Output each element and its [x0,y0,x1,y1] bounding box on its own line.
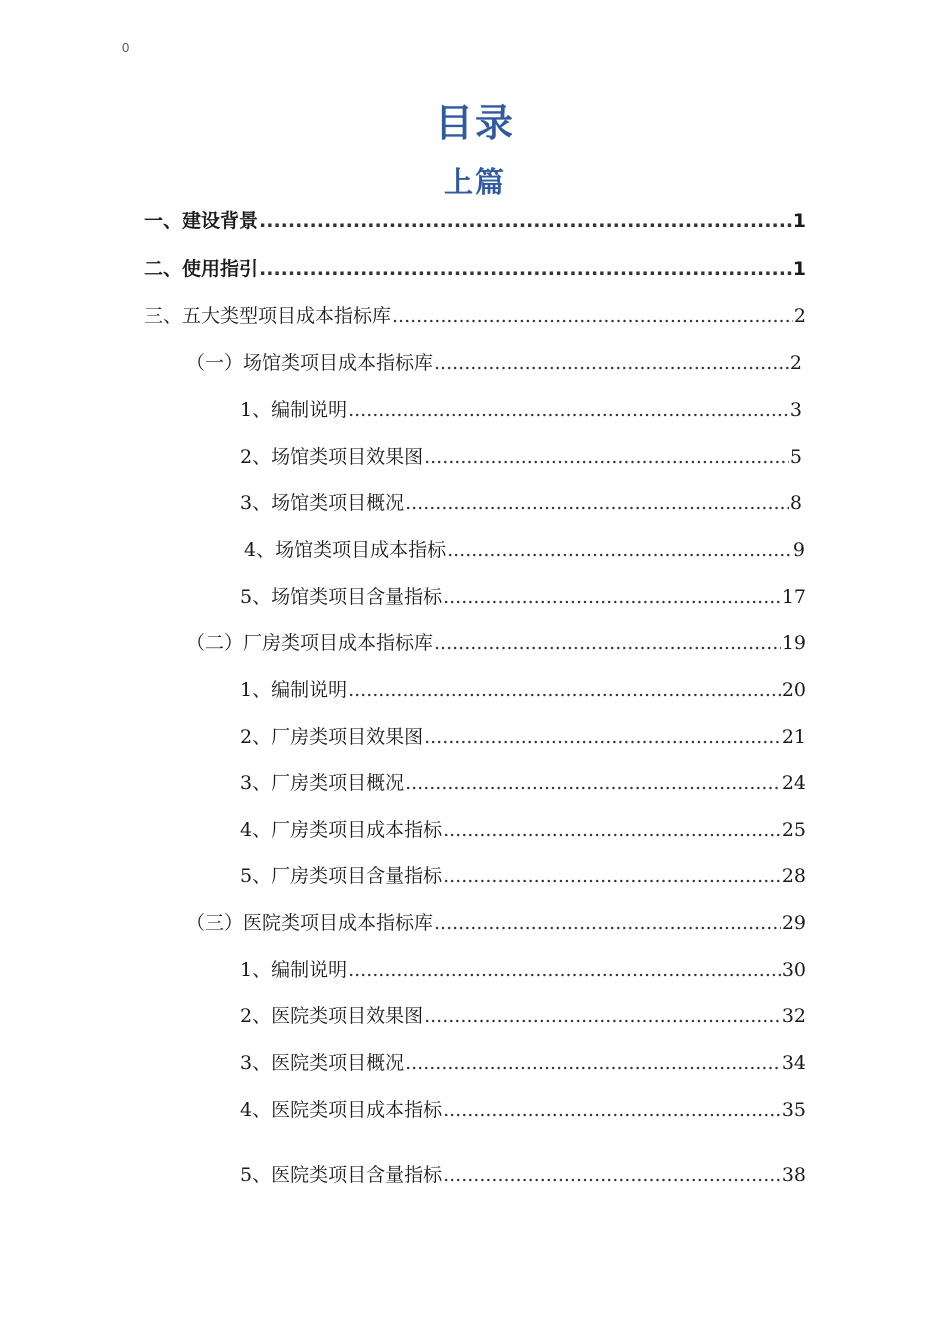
toc-dot-leader [443,1162,781,1188]
toc-entry-page: 24 [781,772,806,794]
toc-entry[interactable] [240,770,806,796]
toc-dot-leader [348,397,789,423]
toc-entry-page: 1 [792,210,806,232]
toc-entry-page: 19 [781,632,806,654]
toc-entry[interactable] [240,863,806,889]
toc-entry-label: 1、编制说明 [240,959,348,981]
toc-entry[interactable] [186,630,806,656]
toc-entry-page: 35 [781,1099,806,1121]
toc-dot-leader [443,863,781,889]
corner-mark: 0 [122,40,130,55]
toc-entry-page: 30 [781,959,806,981]
toc-dot-leader [434,910,781,936]
toc-entry[interactable] [240,490,802,516]
toc-entry[interactable] [240,1003,806,1029]
toc-entry-page: 29 [781,912,806,934]
toc-entry-page: 21 [781,726,806,748]
toc-dot-leader [424,444,789,470]
toc-entry[interactable] [186,350,802,376]
toc-entry-page: 2 [789,352,802,374]
toc-entry-page: 5 [789,446,802,468]
toc-entry[interactable] [240,584,806,610]
toc-entry-page: 17 [781,586,806,608]
toc-entry-label: 3、医院类项目概况 [240,1052,405,1074]
toc-entry-page: 32 [781,1005,806,1027]
toc-dot-leader [405,490,789,516]
toc-entry-label: 二、使用指引 [144,258,259,280]
toc-entry-label: （一）场馆类项目成本指标库 [186,352,434,374]
toc-entry-label: 5、厂房类项目含量指标 [240,865,443,887]
toc-entry-page: 25 [781,819,806,841]
toc-entry-label: 1、编制说明 [240,399,348,421]
toc-entry[interactable] [240,817,806,843]
toc-entry-page: 38 [781,1164,806,1186]
toc-entry-page: 28 [781,865,806,887]
toc-entry[interactable] [240,724,806,750]
toc-dot-leader [259,256,792,282]
toc-entry-label: （三）医院类项目成本指标库 [186,912,434,934]
toc-entry-page: 8 [789,492,802,514]
toc-entry[interactable] [144,208,806,234]
toc-entry-page: 3 [789,399,802,421]
toc-entry-label: 4、医院类项目成本指标 [240,1099,443,1121]
toc-entry-label: 一、建设背景 [144,210,259,232]
toc-dot-leader [424,724,781,750]
toc-dot-leader [405,770,781,796]
toc-entry[interactable] [144,303,806,329]
toc-entry-page: 2 [793,305,806,327]
toc-dot-leader [405,1050,781,1076]
toc-dot-leader [392,303,793,329]
toc-dot-leader [447,537,792,563]
toc-entry-label: 3、厂房类项目概况 [240,772,405,794]
toc-dot-leader [443,817,781,843]
toc-dot-leader [443,1097,781,1123]
toc-entry[interactable] [240,397,802,423]
toc-entry[interactable] [240,1097,806,1123]
toc-entry[interactable] [244,537,805,563]
toc-entry-label: 三、五大类型项目成本指标库 [144,305,392,327]
toc-entry-label: 4、场馆类项目成本指标 [244,539,447,561]
toc-entry-page: 34 [781,1052,806,1074]
page-title: 目录 [434,101,515,145]
toc-dot-leader [434,350,789,376]
toc-entry-label: 5、医院类项目含量指标 [240,1164,443,1186]
toc-entry[interactable] [240,957,806,983]
toc-entry-label: （二）厂房类项目成本指标库 [186,632,434,654]
section-subtitle: 上篇 [443,165,506,199]
toc-entry[interactable] [186,910,806,936]
toc-dot-leader [348,677,781,703]
toc-entry-page: 9 [792,539,805,561]
toc-entry-page: 1 [792,258,806,280]
toc-dot-leader [259,208,792,234]
toc-entry[interactable] [144,256,806,282]
toc-entry[interactable] [240,444,802,470]
toc-entry-page: 20 [781,679,806,701]
toc-entry-label: 2、医院类项目效果图 [240,1005,424,1027]
toc-entry-label: 3、场馆类项目概况 [240,492,405,514]
toc-entry-label: 5、场馆类项目含量指标 [240,586,443,608]
toc-dot-leader [424,1003,781,1029]
toc-dot-leader [434,630,781,656]
toc-entry[interactable] [240,1050,806,1076]
toc-entry-label: 1、编制说明 [240,679,348,701]
toc-entry-label: 2、场馆类项目效果图 [240,446,424,468]
toc-entry-label: 4、厂房类项目成本指标 [240,819,443,841]
toc-dot-leader [348,957,781,983]
toc-entry[interactable] [240,677,806,703]
toc-dot-leader [443,584,781,610]
toc-entry[interactable] [240,1162,806,1188]
toc-entry-label: 2、厂房类项目效果图 [240,726,424,748]
